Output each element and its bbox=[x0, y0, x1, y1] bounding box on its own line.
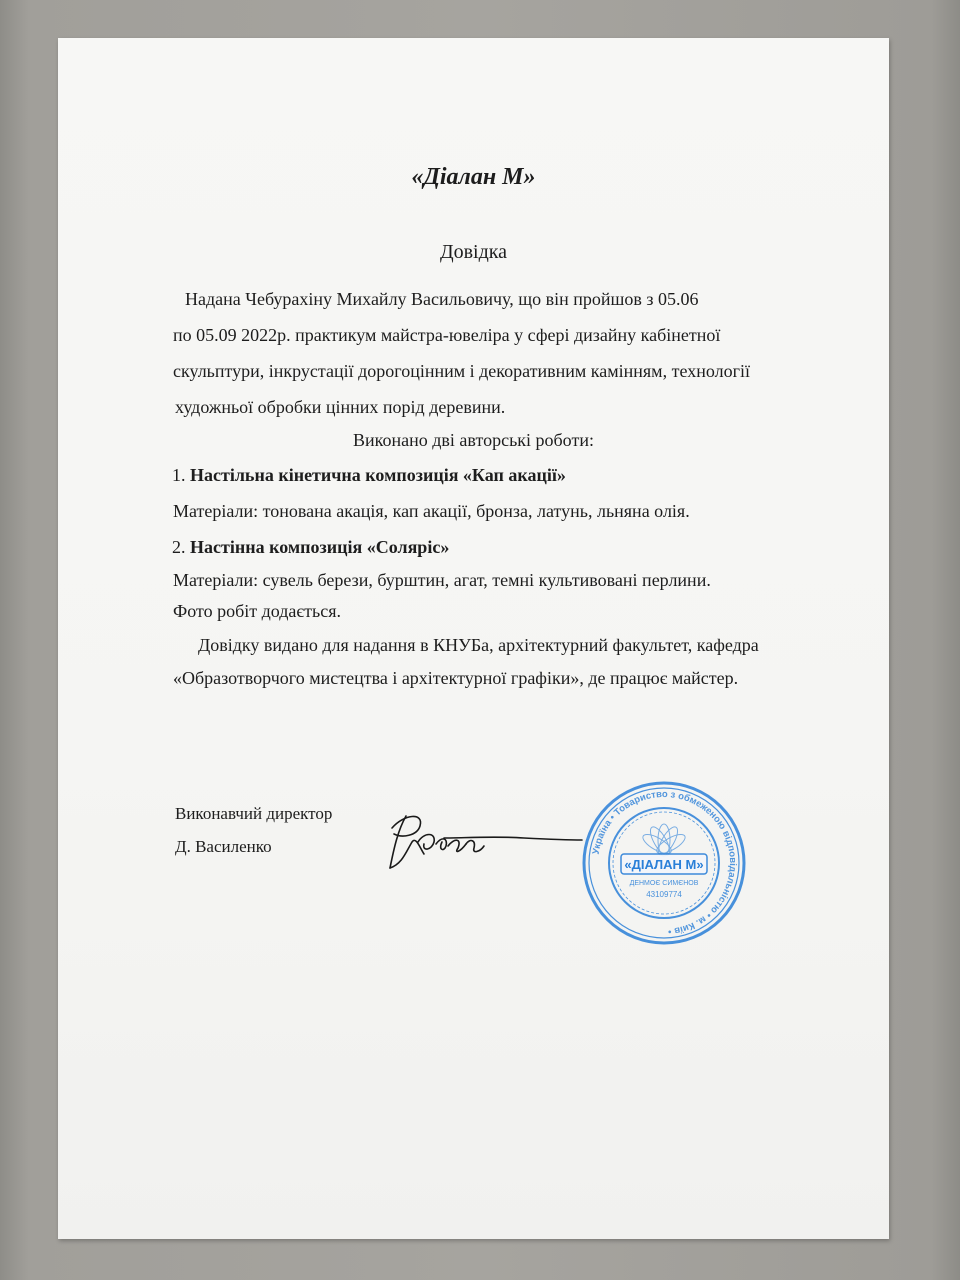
work-2-heading bbox=[172, 537, 449, 558]
issued-line-2: «Образотворчого мистецтва і архітектурної графіки», де працює майстер. bbox=[173, 668, 739, 688]
work-2-title: Настінна композиція «Соляріс» bbox=[190, 537, 450, 557]
company-stamp bbox=[579, 778, 749, 948]
work-2-number: 2. bbox=[172, 537, 190, 557]
document-sheet bbox=[58, 38, 889, 1239]
body-line-3: скульптури, інкрустації дорогоцінним і декоративним камінням, технології bbox=[173, 361, 750, 381]
issued-line-1: Довідку видано для надання в КНУБа, архітектурний факультет, кафедра bbox=[198, 635, 759, 655]
work-1-title: Настільна кінетична композиція «Кап акації» bbox=[190, 465, 566, 485]
work-1-heading bbox=[172, 465, 566, 486]
work-2-materials: Матеріали: сувель берези, бурштин, агат, темні культивовані перлини. bbox=[173, 570, 711, 590]
stamp-center-name: «ДІАЛАН М» bbox=[624, 857, 704, 872]
signatory-position: Виконавчий директор bbox=[175, 804, 333, 823]
body-line-4: художньої обробки цінних порід деревини. bbox=[175, 397, 506, 417]
handwritten-signature bbox=[384, 808, 584, 878]
stamp-rosette bbox=[640, 824, 688, 858]
body-line-2: по 05.09 2022р. практикум майстра-ювеліра у сфері дизайну кабінетної bbox=[173, 325, 721, 345]
stamp-ring-text: Україна • Товариство з обмеженою відповідальністю • м. Київ • bbox=[590, 788, 739, 937]
photo-note: Фото робіт додається. bbox=[173, 601, 341, 621]
work-1-materials: Матеріали: тонована акація, кап акації, бронза, латунь, льняна олія. bbox=[173, 501, 690, 521]
work-1-number: 1. bbox=[172, 465, 190, 485]
works-intro: Виконано дві авторські роботи: bbox=[353, 430, 594, 450]
body-line-1: Надана Чебурахіну Михайлу Васильовичу, що він пройшов з 05.06 bbox=[185, 289, 699, 309]
company-name: «Діалан М» bbox=[411, 164, 536, 190]
stamp-center-line-1: ДЕНМОЄ СИМЄНОВ bbox=[629, 880, 699, 887]
signatory-name: Д. Василенко bbox=[175, 837, 272, 856]
stamp-center-line-2: 43109774 bbox=[646, 890, 682, 899]
document-title: Довідка bbox=[439, 241, 508, 263]
